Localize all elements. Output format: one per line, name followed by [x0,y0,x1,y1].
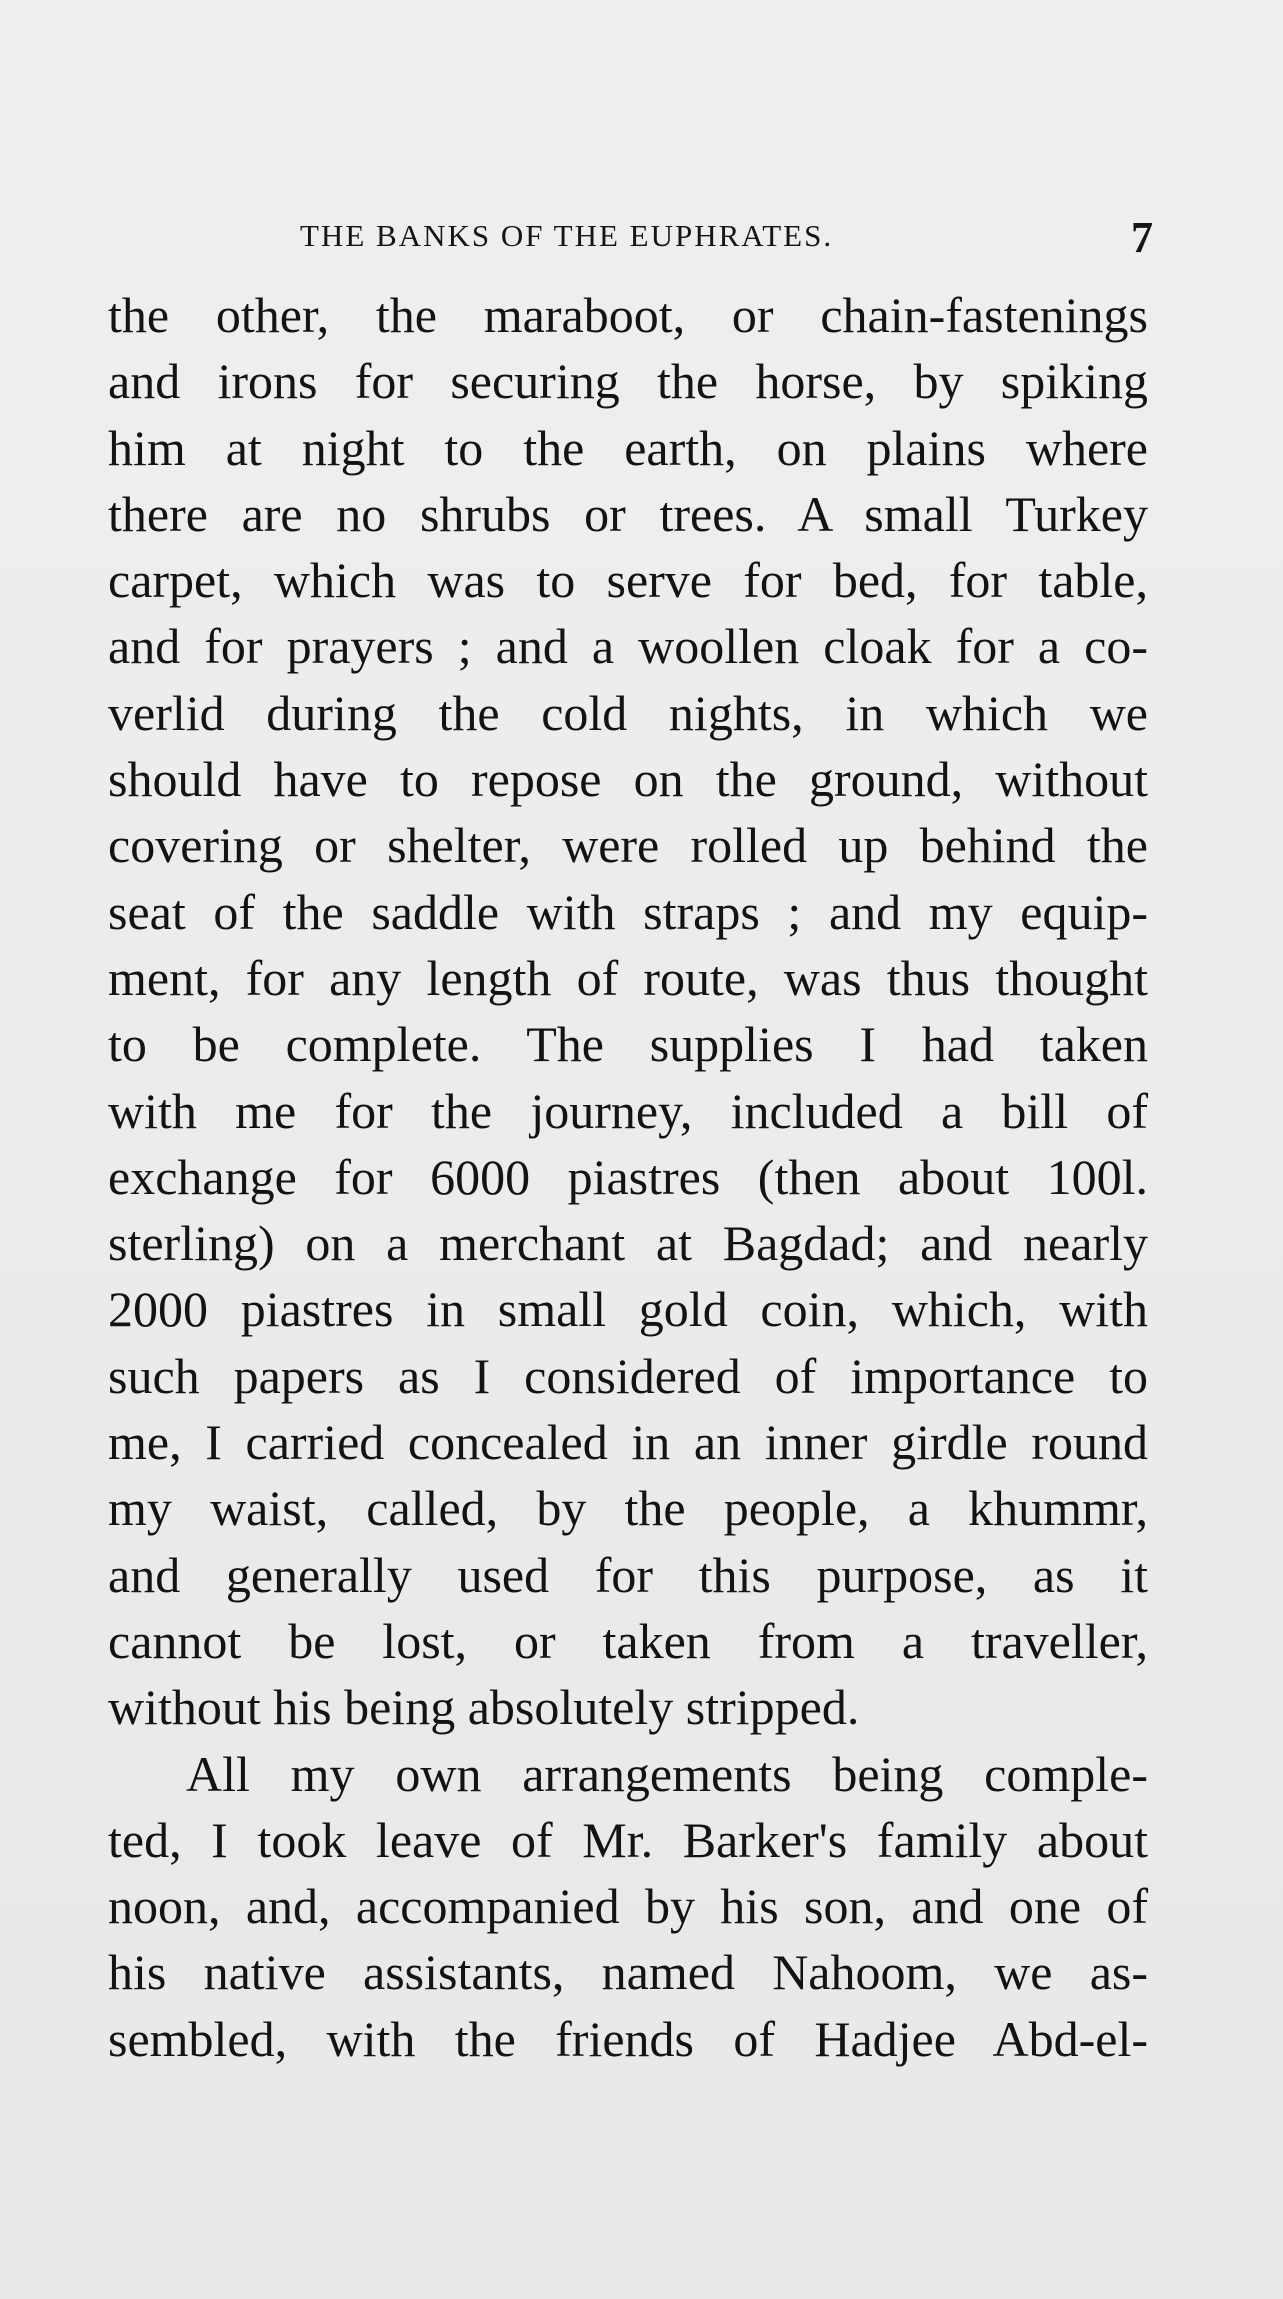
text-line: and irons for securing the horse, by spiking [108,353,1148,410]
text-line: without his being absolutely stripped. [108,1679,860,1736]
text-line: ted, I took leave of Mr. Barker's family about [108,1811,1148,1868]
text-line: such papers as I considered of importance to [108,1347,1148,1404]
page-number: 7 [1131,213,1153,262]
text-line: seat of the saddle with straps ; and my equip- [108,883,1148,940]
text-line: 2000 piastres in small gold coin, which, with [108,1281,1148,1338]
text-line: and for prayers ; and a woollen cloak for a co- [108,618,1148,675]
text-line: noon, and, accompanied by his son, and one of [108,1878,1148,1935]
text-line: my waist, called, by the people, a khummr, [108,1480,1148,1537]
text-line: and generally used for this purpose, as it [108,1546,1148,1603]
text-line: sembled, with the friends of Hadjee Abd-el- [108,2010,1148,2067]
text-line: sterling) on a merchant at Bagdad; and nearly [108,1215,1148,1272]
text-line: to be complete. The supplies I had taken [108,1016,1148,1073]
text-line: ment, for any length of route, was thus thought [108,949,1148,1006]
running-head [108,212,1153,272]
text-line: All my own arrangements being comple- [186,1745,1148,1802]
body-text [108,282,1148,2072]
text-line: should have to repose on the ground, without [108,751,1148,808]
paragraph-2 [108,1741,1148,2072]
running-title: THE BANKS OF THE EUPHRATES. [300,218,834,253]
text-line: cannot be lost, or taken from a traveller, [108,1612,1148,1669]
text-line: me, I carried concealed in an inner girdle round [108,1414,1148,1471]
text-line: there are no shrubs or trees. A small Turkey [108,485,1148,542]
paragraph-1 [108,282,1148,1741]
text-line: the other, the maraboot, or chain-fastenings [108,287,1148,343]
text-line: his native assistants, named Nahoom, we as- [108,1944,1148,2001]
text-line: exchange for 6000 piastres (then about 100l. [108,1148,1148,1205]
text-line: verlid during the cold nights, in which we [108,684,1148,741]
text-line: with me for the journey, included a bill of [108,1082,1148,1139]
text-line: carpet, which was to serve for bed, for table, [108,552,1148,609]
text-line: him at night to the earth, on plains where [108,419,1148,476]
text-line: covering or shelter, were rolled up behind the [108,817,1148,874]
